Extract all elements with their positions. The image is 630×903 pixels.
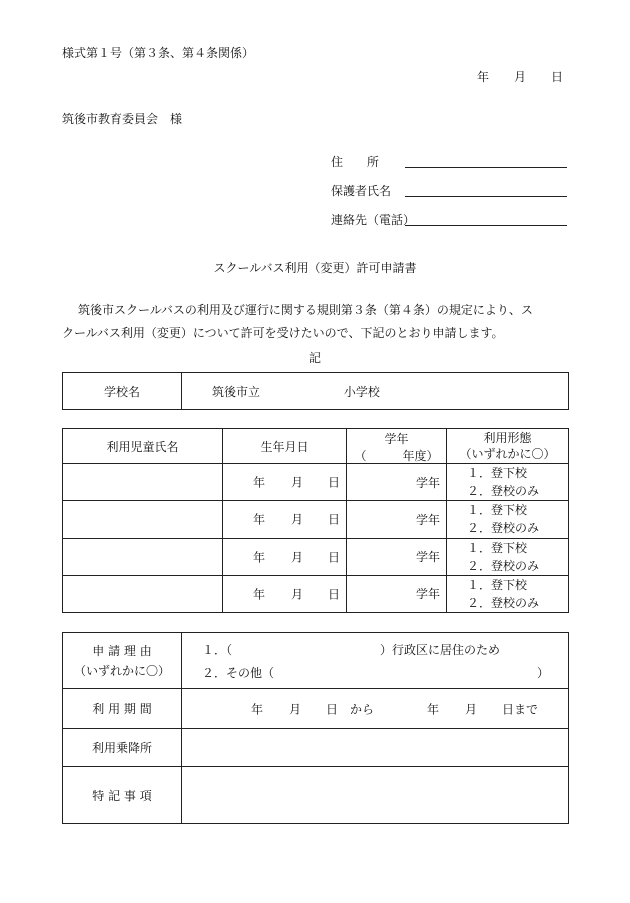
reason-option-1-close: ）行政区に居住のため xyxy=(380,642,501,657)
reason-cell[interactable] xyxy=(182,633,569,689)
date-month-label: 月 xyxy=(514,70,527,84)
birth-year-label: 年 xyxy=(253,550,266,565)
guardian-label: 保護者氏名 xyxy=(331,184,392,198)
reason-label-cell xyxy=(63,633,182,689)
stop-cell[interactable] xyxy=(182,729,569,767)
header-grade-line2: （ 年度） xyxy=(354,449,439,464)
child-name-cell[interactable] xyxy=(63,575,223,612)
ki-label: 記 xyxy=(308,351,321,365)
birth-month-label: 月 xyxy=(291,587,304,602)
header-usage-form xyxy=(447,429,569,464)
reason-sublabel: （いずれかに〇） xyxy=(73,663,170,678)
form-number: 様式第１号（第３条、第４条関係） xyxy=(62,46,255,60)
birth-year-label: 年 xyxy=(253,475,266,490)
header-usage-form-line1: 利用形態 xyxy=(483,431,532,446)
usage-option-1[interactable]: １．登下校 xyxy=(467,503,528,518)
usage-form-cell[interactable] xyxy=(447,501,569,538)
period-year-2: 年 xyxy=(427,702,440,716)
child-name-cell[interactable] xyxy=(63,464,223,501)
header-birthdate: 生年月日 xyxy=(223,429,347,464)
header-usage-form-line2: （いずれかに〇） xyxy=(459,447,556,462)
school-table xyxy=(62,372,569,410)
grade-cell[interactable]: 学年 xyxy=(347,575,447,612)
birth-year-label: 年 xyxy=(253,587,266,602)
notes-cell[interactable] xyxy=(182,767,569,824)
children-table xyxy=(62,428,569,613)
birth-month-label: 月 xyxy=(291,512,304,527)
birth-day-label: 日 xyxy=(328,587,341,602)
period-from: から xyxy=(350,702,375,716)
birth-year-label: 年 xyxy=(253,512,266,527)
period-cell[interactable] xyxy=(182,689,569,729)
date-year-label: 年 xyxy=(477,70,490,84)
grade-cell[interactable]: 学年 xyxy=(347,464,447,501)
addressee: 筑後市教育委員会 様 xyxy=(62,112,183,126)
table-row xyxy=(63,501,569,538)
reason-option-2-open[interactable]: ２．その他（ xyxy=(202,665,275,680)
school-suffix: 小学校 xyxy=(343,384,380,399)
child-name-cell[interactable] xyxy=(63,538,223,575)
header-child-name: 利用児童氏名 xyxy=(63,429,223,464)
birthdate-cell[interactable] xyxy=(223,501,347,538)
school-name-cell[interactable] xyxy=(182,373,569,410)
period-year-1: 年 xyxy=(251,702,264,716)
school-label: 学校名 xyxy=(63,373,182,410)
header-grade-line1: 学年 xyxy=(384,432,409,447)
notes-label: 特 記 事 項 xyxy=(63,767,182,824)
birth-day-label: 日 xyxy=(328,512,341,527)
reason-option-2-close: ） xyxy=(537,665,550,680)
usage-option-1[interactable]: １．登下校 xyxy=(467,466,528,481)
usage-option-2[interactable]: ２．登校のみ xyxy=(467,484,540,499)
table-row xyxy=(63,464,569,501)
usage-option-1[interactable]: １．登下校 xyxy=(467,540,528,555)
usage-option-2[interactable]: ２．登校のみ xyxy=(467,595,540,610)
table-row xyxy=(63,538,569,575)
usage-option-1[interactable]: １．登下校 xyxy=(467,577,528,592)
period-month-2: 月 xyxy=(465,702,478,716)
document-title: スクールバス利用（変更）許可申請書 xyxy=(213,261,417,275)
usage-form-cell[interactable] xyxy=(447,575,569,612)
grade-cell[interactable]: 学年 xyxy=(347,501,447,538)
contact-field[interactable] xyxy=(405,225,567,226)
period-month-1: 月 xyxy=(289,702,302,716)
birth-day-label: 日 xyxy=(328,550,341,565)
header-grade xyxy=(347,429,447,464)
period-day-1: 日 xyxy=(326,702,339,716)
body-line-1: 筑後市スクールバスの利用及び運行に関する規則第３条（第４条）の規定により、ス xyxy=(78,303,533,317)
birthdate-cell[interactable] xyxy=(223,538,347,575)
stop-label: 利用乗降所 xyxy=(63,729,182,767)
birthdate-cell[interactable] xyxy=(223,575,347,612)
address-label: 住 所 xyxy=(331,155,380,169)
usage-option-2[interactable]: ２．登校のみ xyxy=(467,521,540,536)
birth-month-label: 月 xyxy=(291,550,304,565)
birthdate-cell[interactable] xyxy=(223,464,347,501)
usage-option-2[interactable]: ２．登校のみ xyxy=(467,558,540,573)
reason-option-1-open[interactable]: １．（ xyxy=(202,642,233,657)
school-prefix: 筑後市立 xyxy=(212,384,261,399)
period-day-2: 日まで xyxy=(502,702,539,716)
usage-form-cell[interactable] xyxy=(447,538,569,575)
table-row xyxy=(63,575,569,612)
grade-cell[interactable]: 学年 xyxy=(347,538,447,575)
period-label: 利 用 期 間 xyxy=(63,689,182,729)
date-day-label: 日 xyxy=(551,70,564,84)
child-name-cell[interactable] xyxy=(63,501,223,538)
contact-label: 連絡先（電話） xyxy=(331,213,416,227)
body-line-2: クールバス利用（変更）について許可を受けたいので、下記のとおり申請します。 xyxy=(62,326,504,340)
details-table xyxy=(62,632,569,824)
birth-day-label: 日 xyxy=(328,475,341,490)
guardian-field[interactable] xyxy=(405,196,567,197)
address-field[interactable] xyxy=(405,167,567,168)
reason-label: 申 請 理 由 xyxy=(92,643,152,658)
birth-month-label: 月 xyxy=(291,475,304,490)
usage-form-cell[interactable] xyxy=(447,464,569,501)
